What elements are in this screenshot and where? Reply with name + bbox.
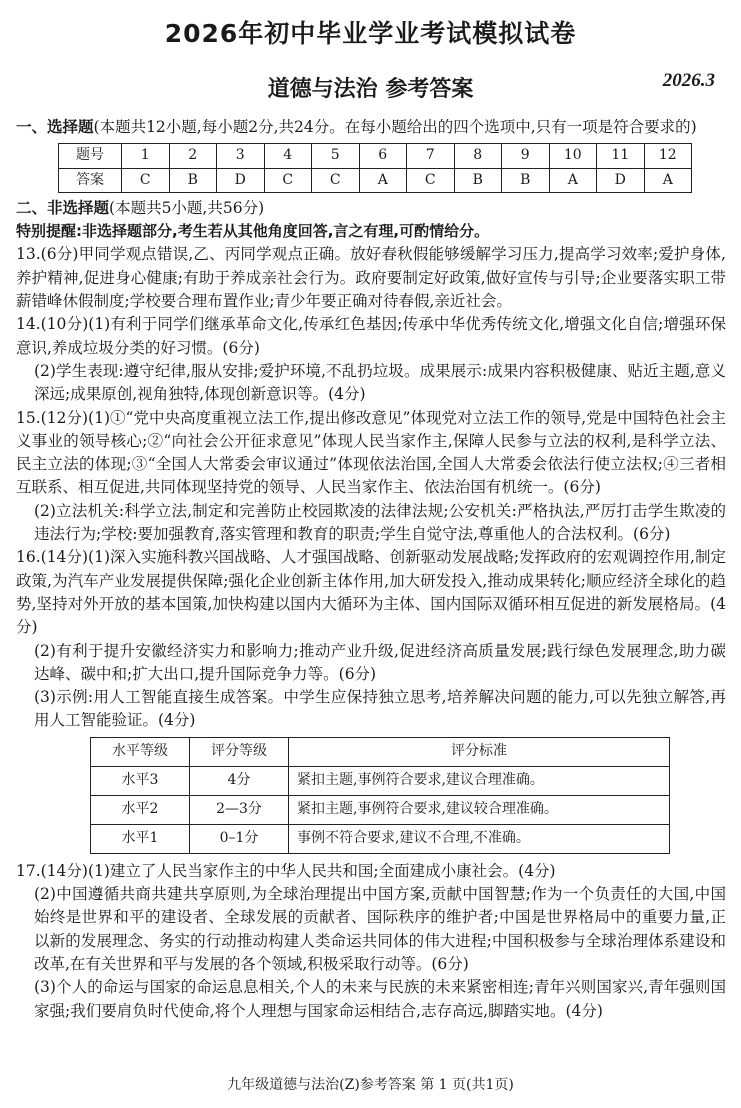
question-number: 9 bbox=[502, 144, 550, 168]
rubric-header-grade: 评分等级 bbox=[190, 737, 289, 766]
answer-body bbox=[16, 116, 726, 1023]
rubric-grade: 2—3分 bbox=[190, 795, 289, 824]
table-row bbox=[91, 824, 670, 853]
section1-heading bbox=[16, 116, 726, 139]
question-14-part2: (2)学生表现:遵守纪律,服从安排;爱护环境,不乱扔垃圾。成果展示:成果内容积极健康、贴近主题,意义深远;成果原创,视角独特,体现创新意识等。(4分) bbox=[34, 361, 726, 404]
question-17-part2: (2)中国遵循共商共建共享原则,为全球治理提出中国方案,贡献中国智慧;作为一个负责任的大国,中国始终是世界和平的建设者、全球发展的贡献者、国际秩序的维护者;中国是世界格局中的重要力量,正以新的发展理念、务实的行动推动构建人类命运共同体的伟大进程;中国积极参与全球治理体系建设和改革,在有关世界和平与发展的各个领域,积极采取行动等。(6分) bbox=[34, 885, 726, 973]
question-number: 11 bbox=[597, 144, 645, 168]
question-17-part1: 17.(14分)(1)建立了人民当家作主的中华人民共和国;全面建成小康社会。(4分) bbox=[16, 861, 556, 880]
row-label-number: 题号 bbox=[59, 144, 122, 168]
answer-cell: D bbox=[217, 168, 265, 192]
question-number: 5 bbox=[312, 144, 360, 168]
question-15-part1: 15.(12分)(1)①“党中央高度重视立法工作,提出修改意见”体现党对立法工作的领导,党是中国特色社会主义事业的领导核心;②“向社会公开征求意见”体现人民当家作主,保障人民参与立法的权利,是科学立法、民主立法的体现;③“全国人大常委会审议通过”体现依法治国,全国人大常委会依法行使立法权;④三者相互联系、相互促进,共同体现坚持党的领导、人民当家作主、依法治国有机统一。(6分) bbox=[16, 408, 726, 497]
question-number: 1 bbox=[122, 144, 170, 168]
answer-cell: D bbox=[597, 168, 645, 192]
section1-desc: (本题共12小题,每小题2分,共24分。在每小题给出的四个选项中,只有一项是符合要求的) bbox=[93, 118, 697, 136]
rubric-header-row bbox=[91, 737, 670, 766]
question-number: 3 bbox=[217, 144, 265, 168]
rubric-grade: 4分 bbox=[190, 766, 289, 795]
table-row bbox=[91, 795, 670, 824]
question-17-part3: (3)个人的命运与国家的命运息息相关,个人的未来与民族的未来紧密相连;青年兴则国家兴,青年强则国家强;我们要肩负时代使命,将个人理想与国家命运相结合,志存高远,脚踏实地。(4分) bbox=[34, 978, 726, 1020]
section2-desc: (本题共5小题,共56分) bbox=[109, 198, 265, 217]
question-number: 2 bbox=[169, 144, 217, 168]
rubric-level: 水平2 bbox=[91, 795, 190, 824]
answer-cell: C bbox=[264, 168, 312, 192]
section2-heading bbox=[16, 197, 726, 220]
rubric-level: 水平3 bbox=[91, 766, 190, 795]
answer-cell: A bbox=[359, 168, 407, 192]
page-footer: 九年级道德与法治(Z)参考答案 第 1 页(共1页) bbox=[227, 1077, 514, 1093]
exam-date: 2026.3 bbox=[662, 70, 715, 91]
rubric-header-criteria: 评分标准 bbox=[289, 737, 670, 766]
choice-answer-table bbox=[58, 143, 692, 193]
row-label-answer: 答案 bbox=[59, 168, 122, 192]
answer-cell: C bbox=[407, 168, 455, 192]
question-number: 10 bbox=[549, 144, 597, 168]
answer-cell: B bbox=[454, 168, 502, 192]
question-13-answer: 13.(6分)甲同学观点错误,乙、丙同学观点正确。放好春秋假能够缓解学习压力,提高学习效率;爱护身体,养护精神,促进身心健康;有助于养成亲社会行为。政府要制定好政策,做好宣传与引导;企业要落实职工带薪错峰休假制度;学校要合理布置作业;青少年要正确对待春假,亲近社会。 bbox=[16, 245, 726, 311]
question-number: 8 bbox=[454, 144, 502, 168]
question-number: 6 bbox=[359, 144, 407, 168]
page-subtitle: 道德与法治 参考答案 bbox=[267, 77, 474, 102]
question-14-part1: 14.(10分)(1)有利于同学们继承革命文化,传承红色基因;传承中华优秀传统文化,增强文化自信;增强环保意识,养成垃圾分类的好习惯。(6分) bbox=[16, 315, 726, 357]
answer-cell: C bbox=[122, 168, 170, 192]
question-15-part2: (2)立法机关:科学立法,制定和完善防止校园欺凌的法律法规;公安机关:严格执法,严厉打击学生欺凌的违法行为;学校:要加强教育,落实管理和教育的职责;学生自觉守法,尊重他人的合法权利。(6分) bbox=[34, 501, 726, 544]
answer-cell: B bbox=[502, 168, 550, 192]
question-16-part2: (2)有利于提升安徽经济实力和影响力;推动产业升级,促进经济高质量发展;践行绿色发展理念,助力碳达峰、碳中和;扩大出口,提升国际竞争力等。(6分) bbox=[34, 641, 726, 683]
section1-title: 一、选择题 bbox=[16, 118, 94, 136]
question-number: 12 bbox=[644, 144, 692, 168]
table-row-answers bbox=[59, 168, 692, 192]
rubric-grade: 0–1分 bbox=[190, 824, 289, 853]
special-notice: 特别提醒:非选择题部分,考生若从其他角度回答,言之有理,可酌情给分。 bbox=[16, 222, 490, 241]
question-number: 7 bbox=[407, 144, 455, 168]
page-title: 2026年初中毕业学业考试模拟试卷 bbox=[164, 19, 577, 48]
section2-title: 二、非选择题 bbox=[16, 198, 110, 217]
table-row bbox=[91, 766, 670, 795]
rubric-level: 水平1 bbox=[91, 824, 190, 853]
answer-cell: A bbox=[549, 168, 597, 192]
rubric-header-level: 水平等级 bbox=[91, 737, 190, 766]
scoring-rubric-table bbox=[90, 737, 670, 854]
question-16-part3: (3)示例:用人工智能直接生成答案。中学生应保持独立思考,培养解决问题的能力,可以先独立解答,再用人工智能验证。(4分) bbox=[34, 688, 726, 730]
table-row-numbers bbox=[59, 144, 692, 168]
answer-cell: C bbox=[312, 168, 360, 192]
answer-cell: A bbox=[644, 168, 692, 192]
question-number: 4 bbox=[264, 144, 312, 168]
rubric-criteria: 事例不符合要求,建议不合理,不准确。 bbox=[289, 824, 670, 853]
question-16-part1: 16.(14分)(1)深入实施科教兴国战略、人才强国战略、创新驱动发展战略;发挥政府的宏观调控作用,制定政策,为汽车产业发展提供保障;强化企业创新主体作用,加大研发投入,推动成果转化;顺应经济全球化的趋势,坚持对外开放的基本国策,加快构建以国内大循环为主体、国内国际双循环相互促进的新发展格局。(4分) bbox=[16, 548, 726, 637]
rubric-criteria: 紧扣主题,事例符合要求,建议合理准确。 bbox=[289, 766, 670, 795]
rubric-criteria: 紧扣主题,事例符合要求,建议较合理准确。 bbox=[289, 795, 670, 824]
answer-cell: B bbox=[169, 168, 217, 192]
